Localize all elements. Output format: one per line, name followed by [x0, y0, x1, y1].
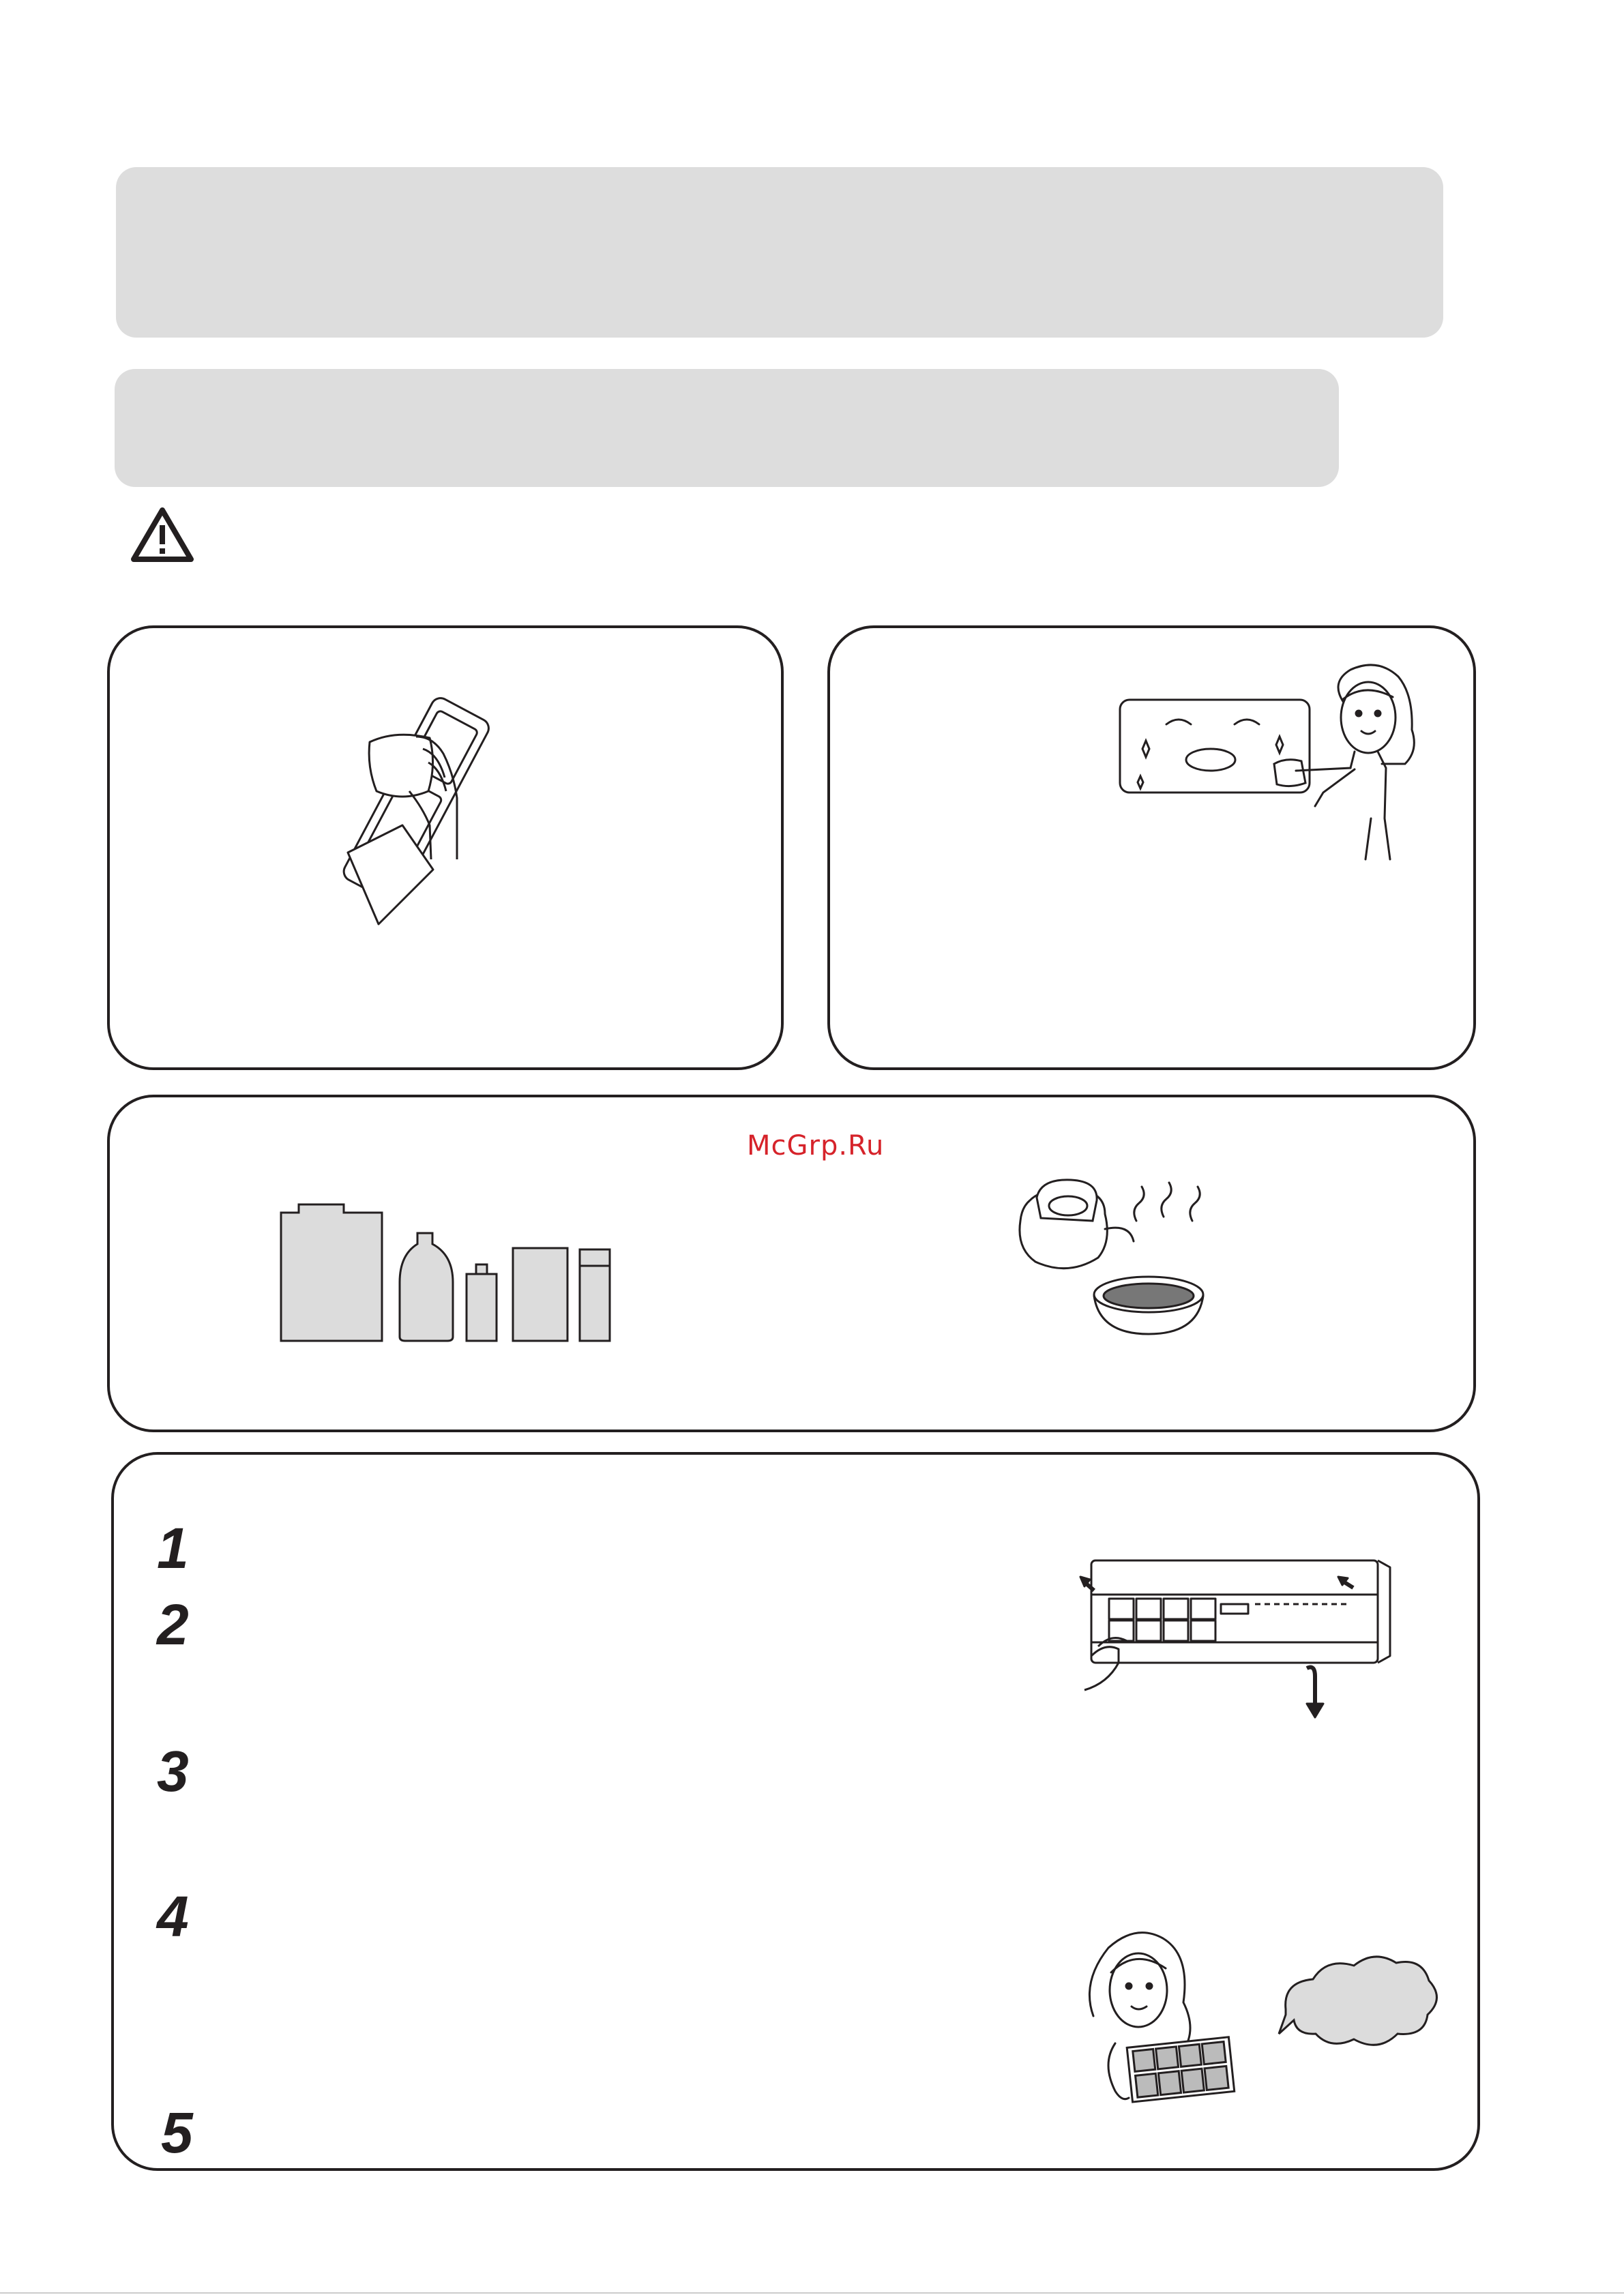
header-banner-secondary [115, 369, 1339, 487]
header-banner-primary [116, 167, 1443, 338]
chemical-containers-illustration [278, 1200, 619, 1344]
watermark-text: McGrp.Ru [747, 1130, 885, 1161]
step-number-5: 5 [161, 2101, 193, 2165]
woman-wiping-unit-illustration [1119, 662, 1439, 866]
step-number-3: 3 [157, 1739, 189, 1803]
hand-wiping-remote-illustration [314, 689, 498, 934]
page-bottom-rule [0, 2292, 1624, 2294]
step-number-4: 4 [157, 1884, 189, 1949]
warning-triangle-icon [130, 506, 195, 563]
open-front-panel-illustration [1078, 1554, 1398, 1731]
step-number-1: 1 [157, 1516, 189, 1580]
kettle-hot-water-illustration [1003, 1173, 1221, 1337]
step-number-2: 2 [157, 1593, 189, 1657]
woman-holding-filter-illustration [1081, 1927, 1443, 2105]
